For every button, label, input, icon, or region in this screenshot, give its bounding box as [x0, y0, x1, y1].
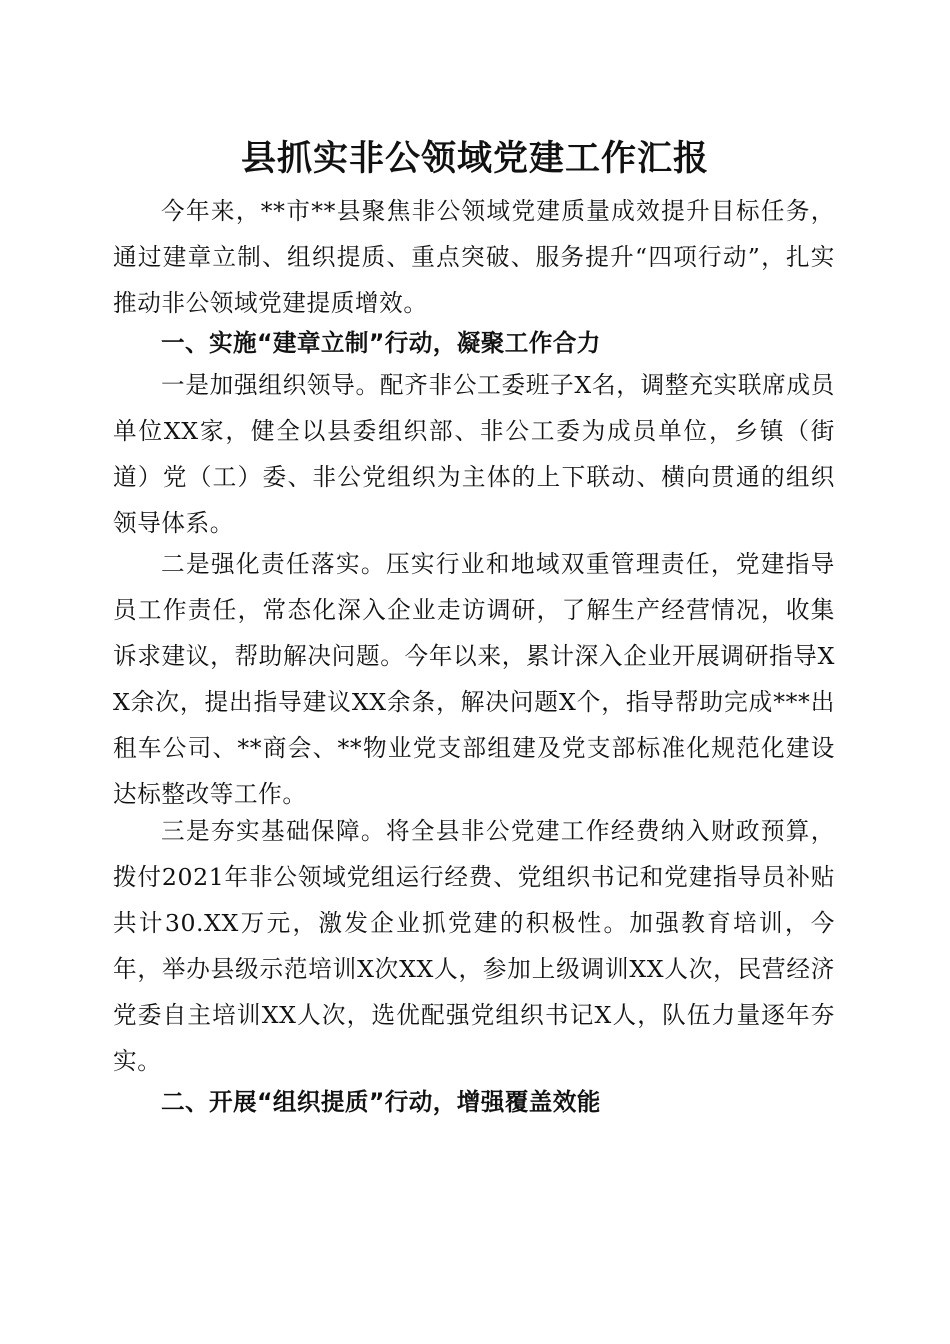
paragraph-item-1	[113, 362, 835, 546]
item-1-text: 配齐非公工委班子X名，调整充实联席成员单位XX家，健全以县委组织部、非公工委为成员单位，乡镇（街道）党（工）委、非公党组织为主体的上下联动、横向贯通的组织领导体系。	[113, 371, 835, 537]
intro-paragraph: 今年来，**市**县聚焦非公领域党建质量成效提升目标任务，通过建章立制、组织提质、重点突破、服务提升“四项行动”，扎实推动非公领域党建提质增效。	[113, 197, 835, 317]
paragraph-item-2	[113, 541, 835, 817]
item-2-text: 压实行业和地域双重管理责任，党建指导员工作责任，常态化深入企业走访调研，了解生产经营情况，收集诉求建议，帮助解决问题。今年以来，累计深入企业开展调研指导XX余次，提出指导建议XX余条，解决问题X个，指导帮助完成***出租车公司、**商会、**物业党支部组建及党支部标准化规范化建设达标整改等工作。	[113, 550, 835, 808]
paragraph-item-3	[113, 808, 835, 1084]
item-2-lead: 二是强化责任落实。	[161, 550, 386, 578]
item-3-text: 将全县非公党建工作经费纳入财政预算，拨付2021年非公领域党组运行经费、党组织书记和党建指导员补贴共计30.XX万元，激发企业抓党建的积极性。加强教育培训，今年，举办县级示范培训X次XX人，参加上级调训XX人次，民营经济党委自主培训XX人次，选优配强党组织书记X人，队伍力量逐年夯实。	[113, 817, 835, 1075]
document-title: 县抓实非公领域党建工作汇报	[240, 138, 709, 179]
item-3-lead: 三是夯实基础保障。	[161, 817, 386, 845]
section-2-heading: 二、开展“组织提质”行动，增强覆盖效能	[161, 1088, 601, 1116]
section-1-heading: 一、实施“建章立制”行动，凝聚工作合力	[161, 329, 601, 357]
item-1-lead: 一是加强组织领导。	[161, 371, 380, 399]
